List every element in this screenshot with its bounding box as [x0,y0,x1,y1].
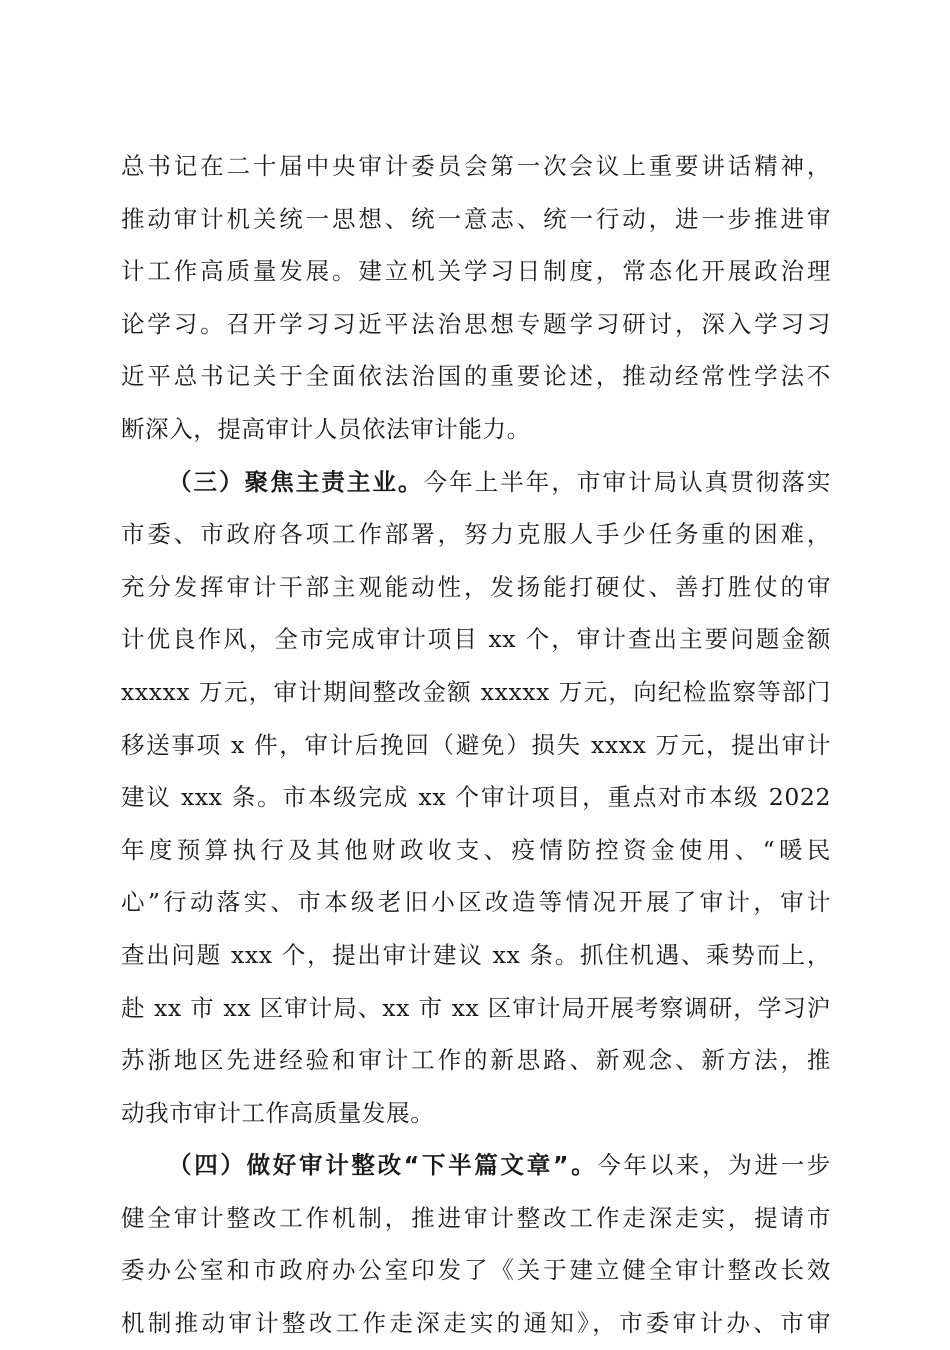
paragraph-1-line-1: 总书记在二十届中央审计委员会第一次会议上重要讲话精神， [121,152,831,180]
paragraph-3-first-line [121,1139,831,1192]
paragraph-2-line-6: 移送事项 x 件，审计后挽回（避免）损失 xxxx 万元，提出审计 [121,730,831,759]
paragraph-2-line-2: 市委、市政府各项工作部署，努力克服人手少任务重的困难， [121,520,831,549]
paragraph-2-line-10: 查出问题 xxx 个，提出审计建议 xx 条。抓住机遇、乘势而上， [121,940,831,969]
section-heading-4: （四）做好审计整改“下半篇文章”。 [168,1151,598,1180]
paragraph-2-line-8: 年度预算执行及其他财政收支、疫情防控资金使用、“暖民 [121,835,831,864]
paragraph-1 [121,140,831,456]
paragraph-1-line-4: 论学习。召开学习习近平法治思想专题学习研讨，深入学习习 [121,309,831,338]
document-body [121,140,831,1350]
paragraph-1-line-6: 断深入，提高审计人员依法审计能力。 [121,414,531,443]
paragraph-3 [121,1139,831,1349]
paragraph-2-line-5: xxxxx 万元，审计期间整改金额 xxxxx 万元，向纪检监察等部门 [121,677,831,706]
paragraph-2-line-9: 心”行动落实、市本级老旧小区改造等情况开展了审计，审计 [121,888,831,917]
paragraph-3-line-2: 健全审计整改工作机制，推进审计整改工作走深走实，提请市 [121,1203,831,1232]
paragraph-1-line-3: 计工作高质量发展。建立机关学习日制度，常态化开展政治理 [121,257,831,286]
paragraph-2-line-13: 动我市审计工作高质量发展。 [121,1098,435,1127]
paragraph-2-line-7: 建议 xxx 条。市本级完成 xx 个审计项目，重点对市本级 2022 [121,783,831,812]
paragraph-2-first-line-text: 今年上半年，市审计局认真贯彻落实 [423,467,831,496]
paragraph-2 [121,456,831,1140]
paragraph-3-line-3: 委办公室和市政府办公室印发了《关于建立健全审计整改长效 [121,1256,831,1285]
paragraph-3-first-line-text: 今年以来，为进一步 [597,1151,831,1180]
paragraph-3-line-4: 机制推动审计整改工作走深走实的通知》，市委审计办、市审 [121,1309,831,1338]
paragraph-2-line-3: 充分发挥审计干部主观能动性，发扬能打硬仗、善打胜仗的审 [121,572,831,601]
section-heading-3: （三）聚焦主责主业。 [168,467,424,496]
paragraph-2-first-line [121,456,831,509]
paragraph-2-line-12: 苏浙地区先进经验和审计工作的新思路、新观念、新方法，推 [121,1046,831,1075]
paragraph-1-line-5: 近平总书记关于全面依法治国的重要论述，推动经常性学法不 [121,362,831,391]
paragraph-2-line-11: 赴 xx 市 xx 区审计局、xx 市 xx 区审计局开展考察调研，学习沪 [121,993,831,1022]
paragraph-2-line-4: 计优良作风，全市完成审计项目 xx 个，审计查出主要问题金额 [121,625,831,654]
paragraph-1-line-2: 推动审计机关统一思想、统一意志、统一行动，进一步推进审 [121,204,831,233]
